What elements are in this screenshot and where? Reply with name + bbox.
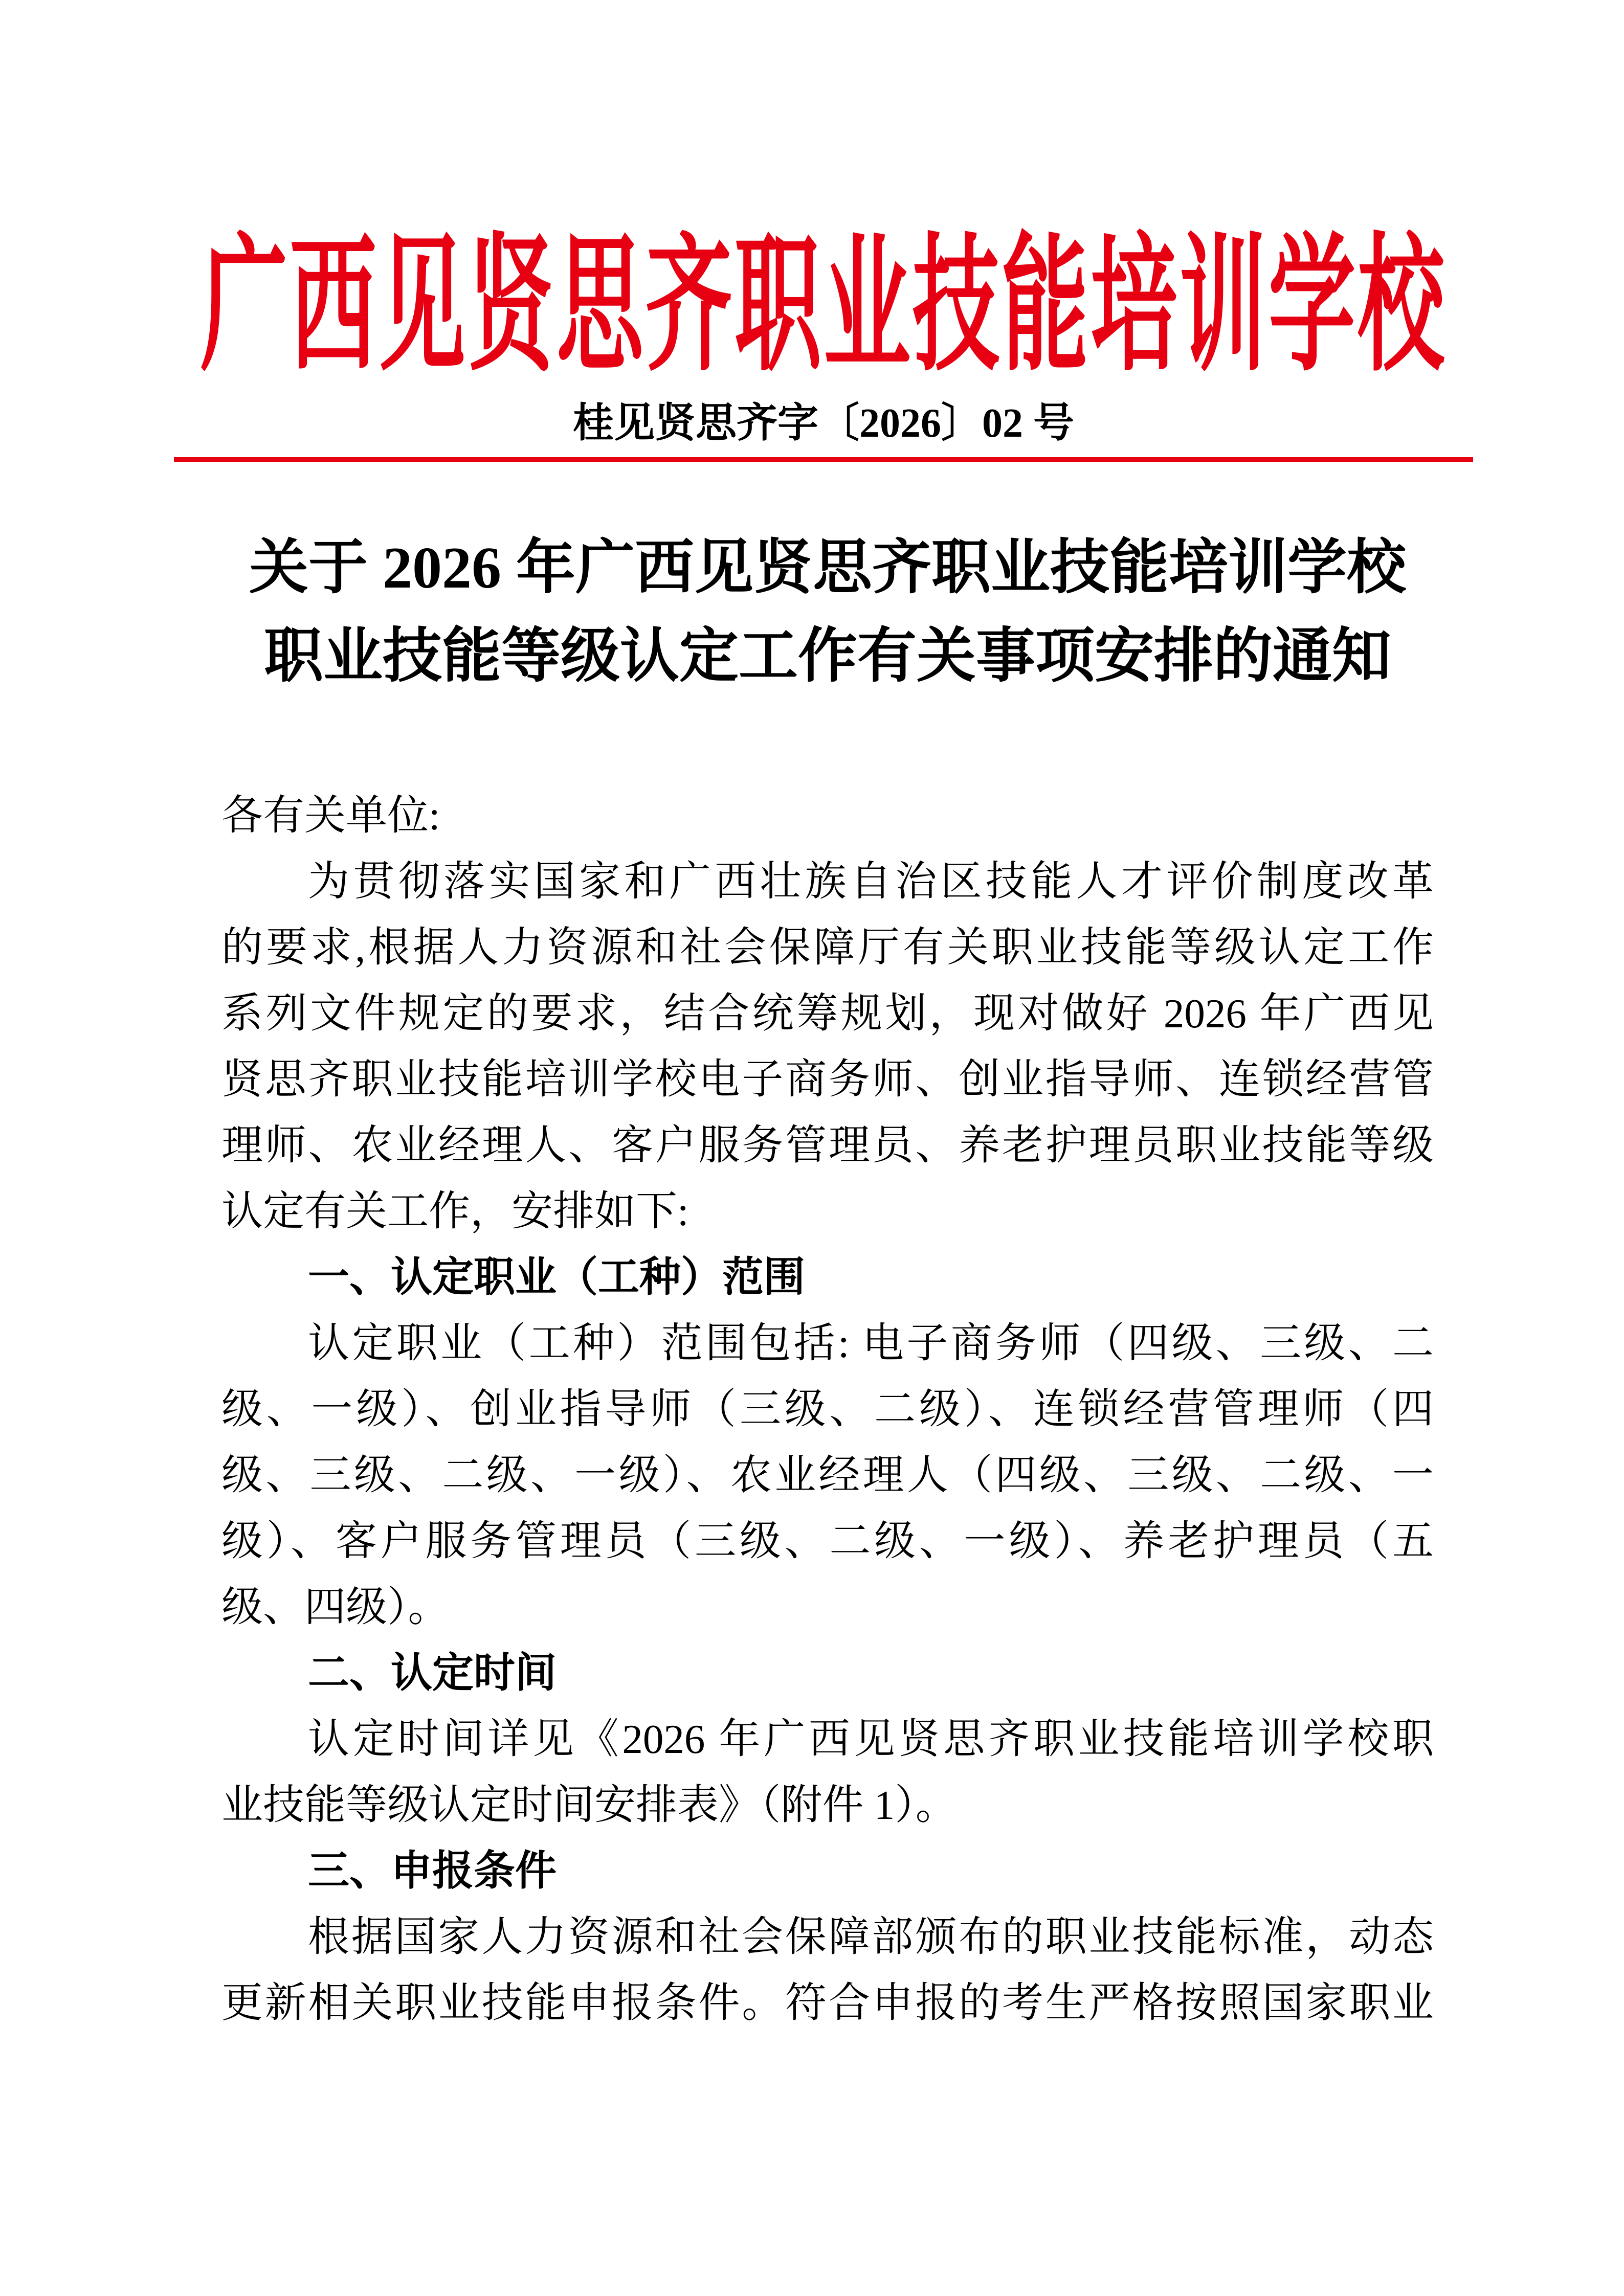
- title-line-2: 职业技能等级认定工作有关事项安排的通知: [264, 624, 1391, 689]
- organization-name: 广西见贤思齐职业技能培训学校: [200, 225, 1447, 389]
- section-heading: 一、认定职业（工种）范围: [308, 1254, 806, 1300]
- notice-body: [221, 783, 1434, 2036]
- title-line-1: 关于 2026 年广西见贤思齐职业技能培训学校: [249, 535, 1406, 601]
- paragraph-line: 认定时间详见《2026 年广西见贤思齐职业技能培训学校职: [308, 1716, 1434, 1762]
- paragraph-line: 级、三级、二级、一级）、农业经理人（四级、三级、二级、一: [221, 1452, 1434, 1498]
- paragraph-line: 业技能等级认定时间安排表》（附件 1）。: [221, 1782, 957, 1828]
- paragraph-line: 认定职业（工种）范围包括: 电子商务师（四级、三级、二: [308, 1320, 1434, 1366]
- salutation: 各有关单位:: [221, 793, 440, 839]
- notice-title: [221, 524, 1434, 701]
- paragraph-line: 认定有关工作，安排如下:: [221, 1188, 689, 1234]
- paragraph-line: 级、四级）。: [221, 1584, 450, 1630]
- paragraph-line: 根据国家人力资源和社会保障部颁布的职业技能标准，动态: [308, 1914, 1434, 1960]
- paragraph-line: 更新相关职业技能申报条件。符合申报的考生严格按照国家职业: [221, 1980, 1434, 2026]
- paragraph-line: 贤思齐职业技能培训学校电子商务师、创业指导师、连锁经营管: [221, 1056, 1434, 1102]
- paragraph-line: 系列文件规定的要求，结合统筹规划，现对做好 2026 年广西见: [221, 991, 1434, 1037]
- paragraph-line: 的要求,根据人力资源和社会保障厅有关职业技能等级认定工作: [221, 925, 1434, 971]
- paragraph-line: 理师、农业经理人、客户服务管理员、养老护理员职业技能等级: [221, 1122, 1434, 1168]
- issuing-organization-header: [174, 225, 1473, 389]
- section-heading: 三、申报条件: [308, 1848, 557, 1894]
- paragraph-line: 为贯彻落实国家和广西壮族自治区技能人才评价制度改革: [308, 859, 1434, 905]
- document-number: 桂见贤思齐字〔2026〕02 号: [573, 401, 1074, 446]
- paragraph-line: 级、一级）、创业指导师（三级、二级）、连锁经营管理师（四: [221, 1386, 1434, 1432]
- paragraph-line: 级）、客户服务管理员（三级、二级、一级）、养老护理员（五: [221, 1518, 1434, 1564]
- red-divider-line: [174, 457, 1473, 462]
- section-heading: 二、认定时间: [308, 1650, 557, 1696]
